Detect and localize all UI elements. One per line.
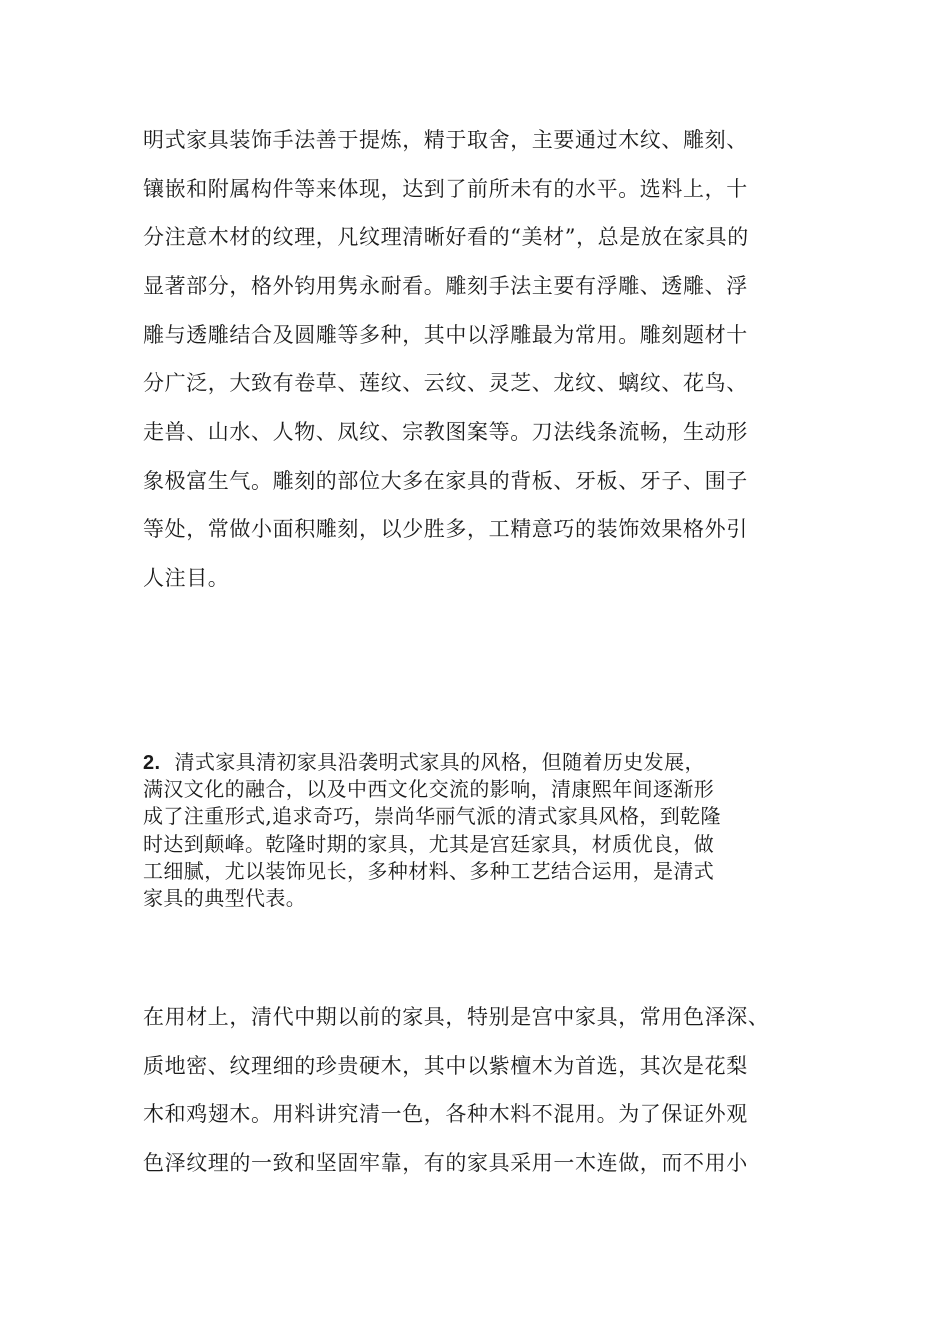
text-line: 色泽纹理的一致和坚固牢靠，有的家具采用一木连做，而不用小 xyxy=(143,1151,748,1175)
list-number: 2. xyxy=(143,752,161,774)
text-line: 显著部分，格外钧用隽永耐看。雕刻手法主要有浮雕、透雕、浮 xyxy=(143,274,748,298)
text-line: 满汉文化的融合，以及中西文化交流的影响，清康熙年间逐渐形 xyxy=(143,777,715,801)
text-line: 等处，常做小面积雕刻，以少胜多，工精意巧的装饰效果格外引 xyxy=(143,517,748,541)
text-line: 雕与透雕结合及圆雕等多种，其中以浮雕最为常用。雕刻题材十 xyxy=(143,323,748,347)
text-line: 分广泛，大致有卷草、莲纹、云纹、灵芝、龙纹、螭纹、花鸟、 xyxy=(143,371,748,395)
text-line: 镶嵌和附属构件等来体现，达到了前所未有的水平。选料上，十 xyxy=(143,177,748,201)
text-line xyxy=(143,750,705,775)
text-line: 走兽、山水、人物、凤纹、宗教图案等。刀法线条流畅，生动形 xyxy=(143,420,748,444)
text-line: 成了注重形式,追求奇巧，崇尚华丽气派的清式家具风格，到乾隆 xyxy=(143,804,721,828)
text-line: 明式家具装饰手法善于提炼，精于取舍，主要通过木纹、雕刻、 xyxy=(143,128,748,152)
text-line: 在用材上，清代中期以前的家具，特别是宫中家具，常用色泽深、 xyxy=(143,1005,770,1029)
text-line-content: 清式家具清初家具沿袭明式家具的风格，但随着历史发展， xyxy=(174,750,705,774)
text-line: 木和鸡翅木。用料讲究清一色，各种木料不混用。为了保证外观 xyxy=(143,1102,748,1126)
text-line: 象极富生气。雕刻的部位大多在家具的背板、牙板、牙子、围子 xyxy=(143,469,748,493)
text-line: 工细腻，尤以装饰见长，多种材料、多种工艺结合运用，是清式 xyxy=(143,859,715,883)
text-line: 分注意木材的纹理，凡纹理清晰好看的“美材”，总是放在家具的 xyxy=(143,225,749,249)
text-line: 时达到颠峰。乾隆时期的家具，尤其是宫廷家具，材质优良，做 xyxy=(143,832,715,856)
text-line: 人注目。 xyxy=(143,566,230,590)
text-line: 家具的典型代表。 xyxy=(143,886,307,910)
text-line: 质地密、纹理细的珍贵硬木，其中以紫檀木为首选，其次是花梨 xyxy=(143,1054,748,1078)
